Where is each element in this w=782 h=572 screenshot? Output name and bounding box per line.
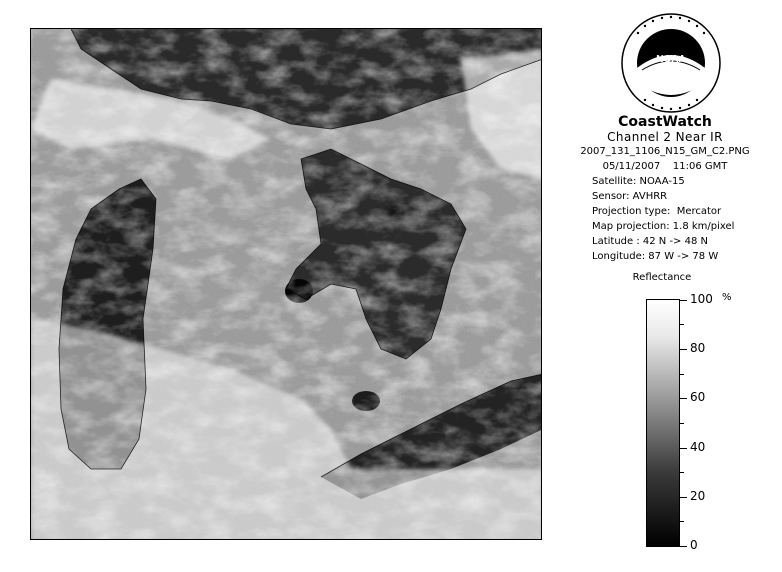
tick-label-80: 80 [690, 341, 706, 355]
satellite: Satellite: NOAA-15 [592, 176, 685, 187]
tick-mark [680, 448, 687, 449]
map-projection: Map projection: 1.8 km/pixel [592, 221, 735, 232]
product-title: Channel 2 Near IR [607, 130, 723, 144]
tick-mark [680, 300, 687, 301]
tick-label-20: 20 [690, 489, 706, 503]
info-panel [560, 114, 770, 264]
logo-text: NOAA [656, 54, 686, 65]
legend-title: Reflectance [632, 272, 692, 283]
minor-tick [680, 472, 684, 473]
satellite-map[interactable] [30, 28, 542, 540]
tick-label-0: 0 [690, 538, 698, 552]
projection-type: Projection type: Mercator [592, 206, 722, 217]
tick-mark [680, 497, 687, 498]
legend-unit: % [722, 292, 732, 303]
longitude: Longitude: 87 W -> 78 W [592, 251, 719, 262]
noaa-logo-icon [620, 12, 722, 114]
tick-mark [680, 398, 687, 399]
tick-label-40: 40 [690, 440, 706, 454]
tick-label-60: 60 [690, 390, 706, 404]
filename: 2007_131_1106_N15_GM_C2.PNG [580, 146, 750, 157]
sensor: Sensor: AVHRR [592, 191, 668, 202]
minor-tick [680, 374, 684, 375]
datetime: 05/11/2007 11:06 GMT [602, 161, 728, 172]
latitude: Latitude : 42 N -> 48 N [592, 236, 708, 247]
minor-tick [680, 423, 684, 424]
minor-tick [680, 324, 684, 325]
reflectance-colorbar [646, 299, 680, 547]
brand-title: CoastWatch [618, 114, 712, 130]
minor-tick [680, 521, 684, 522]
map-image [31, 29, 542, 540]
tick-mark [680, 546, 687, 547]
tick-mark [680, 349, 687, 350]
tick-label-100: 100 [690, 292, 713, 306]
